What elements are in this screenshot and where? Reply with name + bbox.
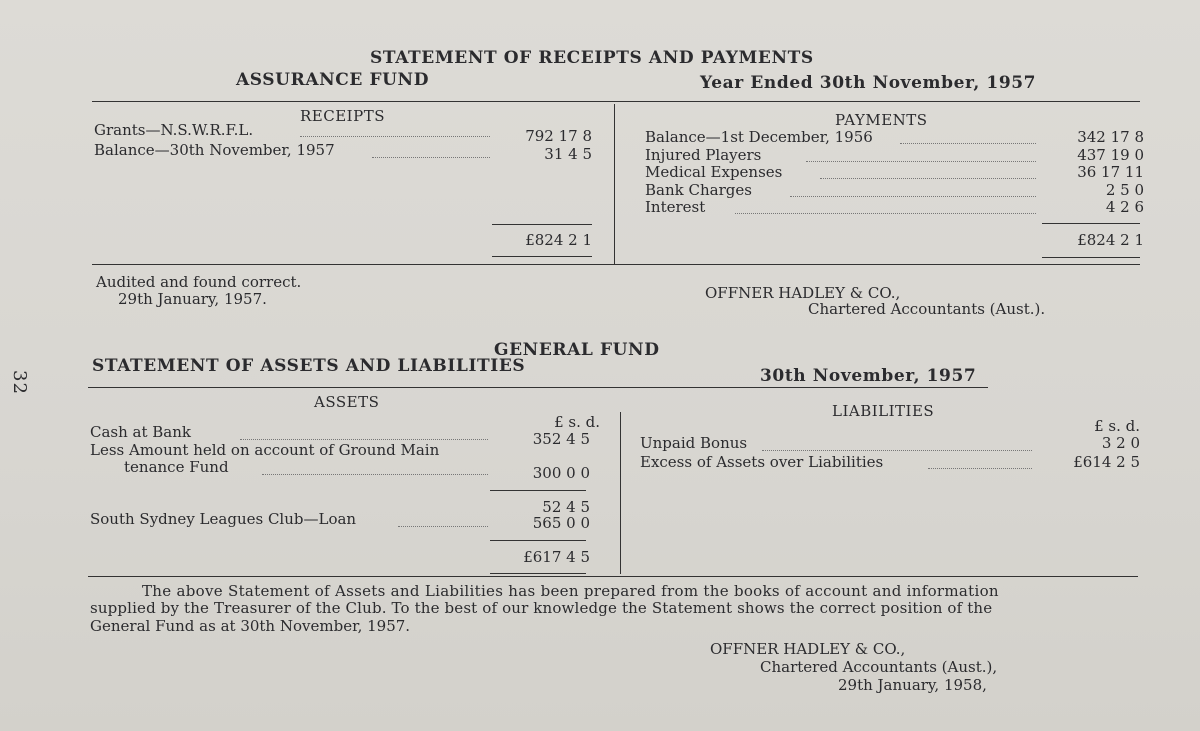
assurance-year: Year Ended 30th November, 1957 xyxy=(700,73,1037,93)
general-top-rule xyxy=(88,387,988,388)
liability-label: Excess of Assets over Liabilities xyxy=(640,453,884,471)
payment-amount: 36 17 11 xyxy=(1077,163,1144,181)
receipt-label: Balance—30th November, 1957 xyxy=(94,141,335,159)
receipts-subtotal-rule xyxy=(492,224,592,225)
audit-line-1: Audited and found correct. xyxy=(96,273,302,291)
receipts-total-rule xyxy=(492,256,592,257)
receipts-total: £824 2 1 xyxy=(525,231,592,249)
note-line-3: General Fund as at 30th November, 1957. xyxy=(90,617,411,635)
dot-leader xyxy=(806,161,1036,162)
receipts-payments-divider xyxy=(614,104,615,264)
payments-subtotal-rule xyxy=(1042,223,1140,224)
payment-amount: 342 17 8 xyxy=(1077,128,1144,146)
dot-leader xyxy=(820,178,1036,179)
assets-total-bottom-rule xyxy=(490,573,586,574)
payment-label: Medical Expenses xyxy=(645,163,783,181)
liabilities-header: LIABILITIES xyxy=(832,402,935,420)
liability-amount: 3 2 0 xyxy=(1101,434,1140,452)
assets-liabilities-title: STATEMENT OF ASSETS AND LIABILITIES xyxy=(92,356,526,376)
assets-currency-header: £ s. d. xyxy=(554,413,600,431)
payments-total-rule xyxy=(1042,257,1140,258)
cash-amount: 352 4 5 xyxy=(532,430,590,448)
payment-label: Balance—1st December, 1956 xyxy=(645,128,873,146)
payments-total: £824 2 1 xyxy=(1077,231,1144,249)
less-amount: 300 0 0 xyxy=(532,464,590,482)
section-rule xyxy=(92,264,1140,265)
dot-leader xyxy=(262,474,488,475)
payment-label: Interest xyxy=(645,198,706,216)
receipts-header: RECEIPTS xyxy=(300,107,385,125)
cash-label: Cash at Bank xyxy=(90,423,192,441)
assets-total: £617 4 5 xyxy=(523,548,590,566)
payment-amount: 2 5 0 xyxy=(1105,181,1144,199)
payments-header: PAYMENTS xyxy=(835,111,928,129)
general-date: 30th November, 1957 xyxy=(760,366,977,386)
audit-line-2: 29th January, 1957. xyxy=(118,290,267,308)
dot-leader xyxy=(300,136,490,137)
net-amount: 52 4 5 xyxy=(542,498,590,516)
assets-subtotal-rule xyxy=(490,490,586,491)
payment-amount: 4 2 6 xyxy=(1105,198,1144,216)
auditor-name: OFFNER HADLEY & CO., xyxy=(705,284,901,302)
note-line-1: The above Statement of Assets and Liabilities has been prepared from the books of account and information xyxy=(142,583,999,599)
receipt-amount: 792 17 8 xyxy=(525,127,592,145)
assets-liabilities-divider xyxy=(620,412,621,574)
loan-amount: 565 0 0 xyxy=(532,514,590,532)
receipt-label: Grants—N.S.W.R.F.L. xyxy=(94,121,254,139)
statement-title: STATEMENT OF RECEIPTS AND PAYMENTS xyxy=(370,48,814,68)
liability-label: Unpaid Bonus xyxy=(640,434,748,452)
dot-leader xyxy=(372,157,490,158)
less-label-line-2: tenance Fund xyxy=(124,458,229,476)
less-label-line-1: Less Amount held on account of Ground Main xyxy=(90,441,440,459)
auditor-title: Chartered Accountants (Aust.). xyxy=(808,300,1046,318)
note-line-2: supplied by the Treasurer of the Club. To the best of our knowledge the Statement shows the correct position of the xyxy=(90,600,993,616)
dot-leader xyxy=(762,450,1032,451)
signoff-name: OFFNER HADLEY & CO., xyxy=(710,640,906,658)
liabilities-currency-header: £ s. d. xyxy=(1094,417,1140,435)
general-bottom-rule xyxy=(88,576,1138,577)
liability-amount: £614 2 5 xyxy=(1073,453,1140,471)
assets-header: ASSETS xyxy=(314,393,380,411)
payment-label: Bank Charges xyxy=(645,181,752,199)
top-rule xyxy=(92,101,1140,102)
payment-label: Injured Players xyxy=(645,146,762,164)
dot-leader xyxy=(900,143,1036,144)
assets-total-top-rule xyxy=(490,540,586,541)
dot-leader xyxy=(735,213,1036,214)
receipt-amount: 31 4 5 xyxy=(544,145,592,163)
signoff-date: 29th January, 1958, xyxy=(838,676,987,694)
page-number: 32 xyxy=(9,370,30,395)
loan-label: South Sydney Leagues Club—Loan xyxy=(90,510,357,528)
signoff-title: Chartered Accountants (Aust.), xyxy=(760,658,998,676)
dot-leader xyxy=(928,468,1032,469)
assurance-fund-title: ASSURANCE FUND xyxy=(236,70,430,90)
dot-leader xyxy=(398,526,488,527)
payment-amount: 437 19 0 xyxy=(1077,146,1144,164)
general-fund-title: GENERAL FUND xyxy=(494,340,660,360)
dot-leader xyxy=(790,196,1036,197)
dot-leader xyxy=(240,439,488,440)
